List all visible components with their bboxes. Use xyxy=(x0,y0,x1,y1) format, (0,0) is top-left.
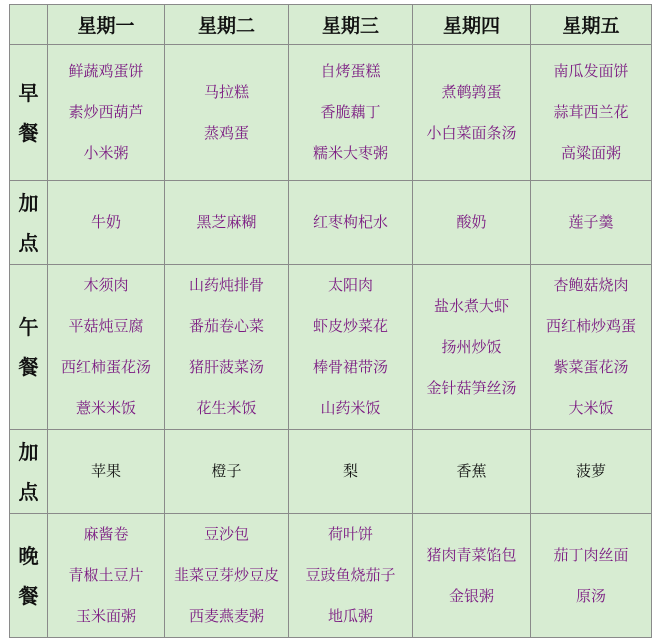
menu-cell-lunch-tuesday xyxy=(165,265,289,430)
menu-cell-lunch-monday xyxy=(48,265,165,430)
dish-item: 麻酱卷 xyxy=(83,525,129,543)
menu-cell-afternoon-snack-thursday xyxy=(413,430,531,514)
meal-label-char: 餐 xyxy=(18,120,39,145)
dish-item: 黑芝麻糊 xyxy=(196,213,257,231)
dish-item: 酸奶 xyxy=(456,213,487,231)
dish-item: 小米粥 xyxy=(83,144,129,162)
dish-item: 香脆藕丁 xyxy=(320,103,381,121)
dish-item: 原汤 xyxy=(575,586,606,605)
dish-item: 高粱面粥 xyxy=(560,144,621,162)
meal-label-char: 晚 xyxy=(18,543,39,568)
menu-cell-dinner-wednesday xyxy=(289,514,413,638)
dish-item: 梨 xyxy=(342,462,358,480)
day-header-tuesday: 星期二 xyxy=(165,5,289,45)
menu-cell-dinner-tuesday xyxy=(165,514,289,638)
dish-item: 苹果 xyxy=(90,462,121,480)
dish-item: 荷叶饼 xyxy=(327,525,373,543)
dish-item: 虾皮炒菜花 xyxy=(312,317,388,335)
meal-row-afternoon-snack xyxy=(10,430,652,514)
meal-label-char: 点 xyxy=(18,479,39,504)
menu-cell-breakfast-thursday xyxy=(413,45,531,181)
meal-label-char: 餐 xyxy=(18,583,39,608)
menu-cell-lunch-thursday xyxy=(413,265,531,430)
dish-item: 煮鹌鹑蛋 xyxy=(441,82,502,101)
meal-row-breakfast xyxy=(10,45,652,181)
dish-item: 蒸鸡蛋 xyxy=(203,123,249,142)
dish-item: 西红柿炒鸡蛋 xyxy=(545,317,636,335)
menu-cell-dinner-monday xyxy=(48,514,165,638)
dish-item: 南瓜发面饼 xyxy=(553,62,629,80)
meal-label-char: 餐 xyxy=(18,355,39,379)
dish-item: 金针菇笋丝汤 xyxy=(426,378,517,397)
dish-item: 薏米米饭 xyxy=(75,399,136,417)
dish-item: 西麦燕麦粥 xyxy=(188,607,264,625)
menu-cell-dinner-friday xyxy=(531,514,652,638)
dish-item: 小白菜面条汤 xyxy=(426,123,517,142)
menu-cell-breakfast-friday xyxy=(531,45,652,181)
dish-item: 鲜蔬鸡蛋饼 xyxy=(68,62,144,80)
dish-item: 韭菜豆芽炒豆皮 xyxy=(173,566,279,584)
dish-item: 地瓜粥 xyxy=(327,607,373,625)
weekly-menu-table xyxy=(9,4,652,638)
dish-item: 豆豉鱼烧茄子 xyxy=(305,566,396,584)
meal-label-char: 点 xyxy=(18,230,39,255)
day-header-wednesday: 星期三 xyxy=(289,5,413,45)
dish-item: 西红柿蛋花汤 xyxy=(60,358,151,376)
dish-item: 木须肉 xyxy=(83,276,129,294)
dish-item: 自烤蛋糕 xyxy=(320,62,381,80)
meal-label-dinner xyxy=(10,514,48,638)
dish-item: 花生米饭 xyxy=(196,399,257,417)
meal-row-dinner xyxy=(10,514,652,638)
dish-item: 马拉糕 xyxy=(203,82,249,101)
dish-item: 金银粥 xyxy=(448,586,494,605)
meal-row-morning-snack xyxy=(10,181,652,265)
menu-cell-morning-snack-thursday xyxy=(413,181,531,265)
menu-cell-afternoon-snack-tuesday xyxy=(165,430,289,514)
dish-item: 太阳肉 xyxy=(327,276,373,294)
menu-cell-afternoon-snack-wednesday xyxy=(289,430,413,514)
dish-item: 盐水煮大虾 xyxy=(433,296,509,315)
dish-item: 莲子羹 xyxy=(568,213,614,231)
dish-item: 猪肝菠菜汤 xyxy=(188,358,264,376)
meal-label-char: 午 xyxy=(18,315,39,339)
header-row xyxy=(10,5,652,45)
dish-item: 橙子 xyxy=(211,462,242,480)
menu-cell-morning-snack-tuesday xyxy=(165,181,289,265)
menu-cell-afternoon-snack-monday xyxy=(48,430,165,514)
dish-item: 棒骨裙带汤 xyxy=(312,358,388,376)
dish-item: 豆沙包 xyxy=(203,525,249,543)
menu-cell-breakfast-monday xyxy=(48,45,165,181)
menu-cell-afternoon-snack-friday xyxy=(531,430,652,514)
meal-row-lunch xyxy=(10,265,652,430)
dish-item: 玉米面粥 xyxy=(75,607,136,625)
menu-cell-morning-snack-wednesday xyxy=(289,181,413,265)
day-header-thursday: 星期四 xyxy=(413,5,531,45)
menu-cell-morning-snack-monday xyxy=(48,181,165,265)
dish-item: 香蕉 xyxy=(456,462,487,480)
dish-item: 青椒土豆片 xyxy=(68,566,144,584)
dish-item: 糯米大枣粥 xyxy=(312,144,388,162)
menu-cell-morning-snack-friday xyxy=(531,181,652,265)
menu-cell-lunch-friday xyxy=(531,265,652,430)
meal-label-afternoon-snack xyxy=(10,430,48,514)
dish-item: 山药炖排骨 xyxy=(188,276,264,294)
meal-label-char: 加 xyxy=(18,439,39,464)
menu-cell-dinner-thursday xyxy=(413,514,531,638)
dish-item: 红枣枸杞水 xyxy=(312,213,388,231)
meal-label-lunch xyxy=(10,265,48,430)
dish-item: 素炒西葫芦 xyxy=(68,103,144,121)
dish-item: 蒜茸西兰花 xyxy=(553,103,629,121)
corner-cell xyxy=(10,5,48,45)
meal-label-char: 加 xyxy=(18,190,39,215)
menu-cell-breakfast-wednesday xyxy=(289,45,413,181)
menu-cell-breakfast-tuesday xyxy=(165,45,289,181)
menu-cell-lunch-wednesday xyxy=(289,265,413,430)
dish-item: 牛奶 xyxy=(90,213,121,231)
dish-item: 山药米饭 xyxy=(320,399,381,417)
day-header-friday: 星期五 xyxy=(531,5,652,45)
dish-item: 番茄卷心菜 xyxy=(188,317,264,335)
dish-item: 大米饭 xyxy=(568,399,614,417)
dish-item: 紫菜蛋花汤 xyxy=(553,358,629,376)
meal-label-breakfast xyxy=(10,45,48,181)
day-header-monday: 星期一 xyxy=(48,5,165,45)
dish-item: 菠萝 xyxy=(575,462,606,480)
meal-label-morning-snack xyxy=(10,181,48,265)
meal-label-char: 早 xyxy=(18,80,39,105)
dish-item: 杏鲍菇烧肉 xyxy=(553,276,629,294)
dish-item: 平菇炖豆腐 xyxy=(68,317,144,335)
dish-item: 扬州炒饭 xyxy=(441,337,502,356)
dish-item: 猪肉青菜馅包 xyxy=(426,545,517,564)
dish-item: 茄丁肉丝面 xyxy=(553,545,629,564)
